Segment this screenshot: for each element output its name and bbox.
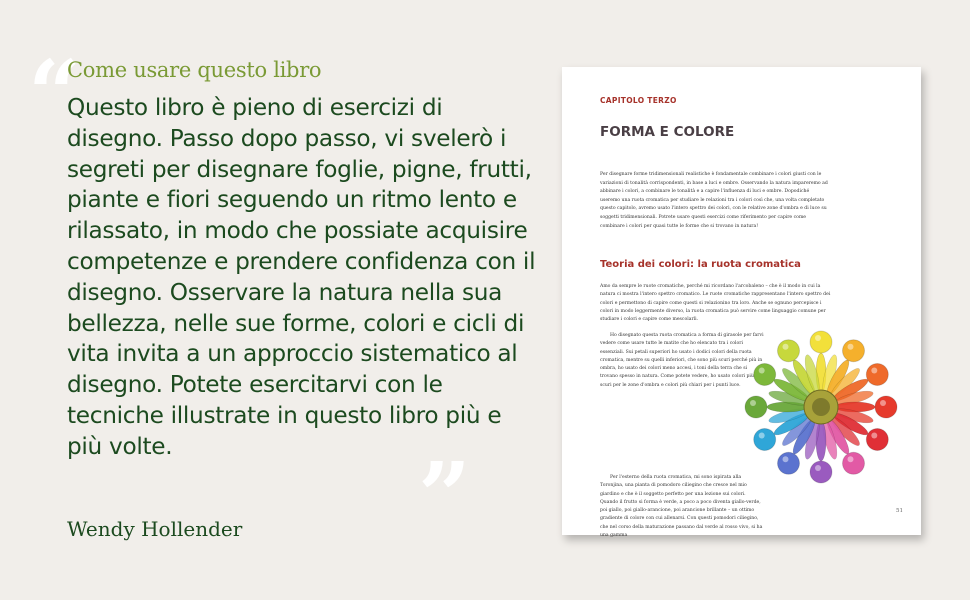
body-paragraph-1 (600, 283, 832, 324)
fruit-highlight (848, 344, 854, 350)
sunflower-center-inner (812, 398, 830, 416)
tomato-fruit (754, 429, 776, 451)
tomato-fruit (843, 452, 865, 474)
chapter-title: FORMA E COLORE (600, 124, 735, 140)
tomato-fruit (866, 429, 888, 451)
fruit-highlight (759, 433, 765, 439)
close-quote-mark: ” (418, 442, 471, 550)
color-wheel-illustration (740, 329, 910, 499)
tomato-fruit (778, 340, 800, 362)
open-quote-mark: “ (28, 40, 81, 148)
tomato-fruit (843, 340, 865, 362)
fruit-highlight (871, 368, 877, 374)
tomato-fruit (810, 331, 832, 353)
fruit-highlight (783, 344, 789, 350)
paragraph-text: Per l'esterno della ruota cromatica, mi sono ispirata alla Toronjina, una pianta di pomodoro ciliegino che cresce nel mio giardino e che è il soggetto perfetto per una lezione sui colori. Quando il frutto si forma è verde, a poco a poco diventa giallo-verde, poi giallo, poi giallo-arancione, poi arancione brillante – un ottimo gradiente di colore con cui allenarsi. Con questi pomodori ciliegino, che nel corso della maturazione passano dal verde al rosso vivo, si ha una gamma (600, 475, 763, 539)
author-name: Wendy Hollender (67, 517, 243, 541)
fruit-highlight (815, 335, 821, 341)
tomato-fruit (778, 452, 800, 474)
tomato-fruit (875, 396, 897, 418)
section-subtitle: Teoria dei colori: la ruota cromatica (600, 259, 801, 270)
fruit-highlight (880, 400, 886, 406)
section-heading: Come usare questo libro (67, 58, 322, 82)
fruit-highlight (783, 456, 789, 462)
tomato-fruit (810, 461, 832, 483)
fruit-highlight (759, 368, 765, 374)
intro-paragraph: Per disegnare forme tridimensionali realistiche è fondamentale combinare i colori giusti con le variazioni di tonalità corrispondenti, in base a luci e ombre. Osservando la natura impareremo ad abbinare i colori, a combinare le tonalità e a capire l'influenza di luci e ombre. Dopodiché useremo una ruota cromatica per studiare le relazioni tra i colori così che, una volta completato questo capitolo, avremo usato l'intero spettro dei colori, con le relative zone d'ombra e di luce su soggetti tridimensionali. Potrete usare questi esercizi come riferimento per capire come combinare i colori per quasi tutte le forme che si trovano in natura! (600, 172, 828, 229)
tomato-fruit (745, 396, 767, 418)
tomato-fruit (866, 364, 888, 386)
quote-text: Questo libro è pieno di esercizi di disegno. Passo dopo passo, vi svelerò i segreti per disegnare foglie, pigne, frutti, piante e fiori seguendo un ritmo lento e rilassato, in modo che possiate acquisire competenze e prendere confidenza con il disegno. Osservare la natura nella sua bellezza, nelle sue forme, colori e cicli di vita invita a un approccio sistematico al disegno. Potete esercitarvi con le tecniche illustrate in questo libro più e più volte. (67, 94, 536, 460)
fruit-highlight (848, 456, 854, 462)
fruit-highlight (750, 400, 756, 406)
paragraph-text: Amo da sempre le ruote cromatiche, perché mi ricordano l'arcobaleno – che è il modo in cui la natura ci mostra l'intero spettro cromatico. Le ruote cromatiche rappresentano l'intero spettro dei colori e permettono di capire come questi si relazionino tra loro. Anche se ognuno percepisce i colori in modo leggermente diverso, la ruota cromatica può servire come linguaggio comune per studiare i colori e capire come mescolarli. (600, 284, 831, 323)
book-page-preview (562, 67, 921, 539)
paragraph-text: Ho disegnato questa ruota cromatica a forma di girasole per farvi vedere come usare tutte le matite che ho elencato tra i colori essenziali. Sui petali superiori ho usato i dodici colori della ruota cromatica, mentre su quelli inferiori, che sono più scuri perché più in ombra, ho usato dei colori meno accesi, i toni della terra che si trovano spesso in natura. Come potete vedere, ho usato colori più scuri per le zone d'ombra e colori più chiari per i punti luce. (600, 333, 764, 388)
chapter-label: CAPITOLO TERZO (600, 96, 677, 105)
tomato-fruit (754, 364, 776, 386)
fruit-highlight (871, 433, 877, 439)
fruit-highlight (815, 465, 821, 471)
page-number: 51 (896, 508, 903, 514)
